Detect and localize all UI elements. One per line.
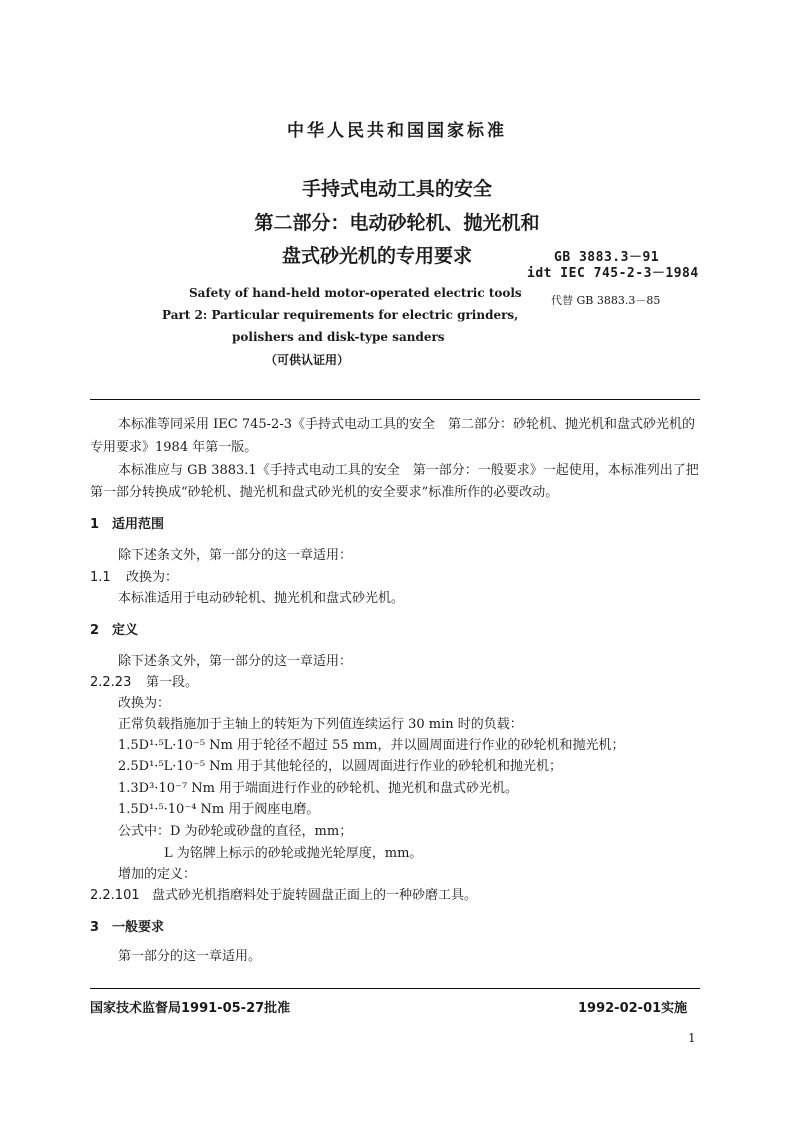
section-2-line2: 改换为： [118, 696, 171, 711]
certification-note: （可供认证用） [265, 353, 350, 367]
clause-2-2-23-text: 第一段。 [146, 675, 199, 690]
clause-2-2-101-number: 2.2.101 [90, 888, 140, 903]
clause-1-1-number: 1.1 [90, 570, 111, 585]
title-line-3: 盘式砂光机的专用要求 [281, 245, 472, 267]
formula-4: 1.5D¹·⁵·10⁻⁴ Nm 用于阀座电磨。 [118, 802, 320, 817]
section-2-line1: 除下述条文外，第一部分的这一章适用： [118, 654, 353, 669]
section-1-line2: 本标准适用于电动砂轮机、抛光机和盘式砂光机。 [118, 591, 405, 606]
section-2-number: 2 [90, 623, 100, 638]
section-1-number: 1 [90, 517, 100, 532]
section-1-line1: 除下述条文外，第一部分的这一章适用： [118, 548, 353, 563]
clause-2-2-101-text: 盘式砂光机指磨料处于旋转圆盘正面上的一种砂磨工具。 [152, 888, 478, 903]
clause-2-2-23-number: 2.2.23 [90, 675, 132, 690]
section-2-title: 定义 [112, 623, 139, 638]
title-line-1: 手持式电动工具的安全 [301, 178, 492, 200]
clause-1-1-text: 改换为： [126, 570, 179, 585]
section-2-line3: 正常负载指施加于主轴上的转矩为下列值连续运行 30 min 时的负载： [118, 717, 523, 732]
page-number: 1 [688, 1031, 696, 1045]
english-title-line-1: Safety of hand-held motor-operated electric tools [189, 286, 522, 300]
approval-line: 国家技术监督局1991-05-27批准 [90, 1001, 291, 1016]
standard-header: 中华人民共和国国家标准 [287, 121, 507, 141]
formula-3: 1.3D³·10⁻⁷ Nm 用于端面进行作业的砂轮机、抛光机和盘式砂光机。 [118, 781, 519, 796]
bottom-divider [90, 988, 700, 989]
intro-p1-line1: 本标准等同采用 IEC 745-2-3《手持式电动工具的安全 第二部分：砂轮机、抛光机和盘式砂光机的 [118, 417, 695, 432]
english-title-line-3: polishers and disk-type sanders [232, 330, 445, 344]
top-divider [90, 399, 700, 400]
section-3-title: 一般要求 [112, 920, 165, 935]
where-line-1: 公式中：D 为砂轮或砂盘的直径，mm； [118, 824, 353, 839]
intro-p2-line2: 第一部分转换成“砂轮机、抛光机和盘式砂光机的安全要求”标准所作的必要改动。 [90, 485, 559, 500]
intro-p1-line2: 专用要求》1984 年第一版。 [90, 440, 258, 455]
title-line-2: 第二部分：电动砂轮机、抛光机和 [254, 212, 540, 234]
effective-line: 1992-02-01实施 [578, 1001, 688, 1016]
section-1-title: 适用范围 [112, 517, 165, 532]
idt-code: idt IEC 745-2-3－1984 [527, 266, 699, 281]
intro-p2-line1: 本标准应与 GB 3883.1《手持式电动工具的安全 第一部分：一般要求》一起使用，本标准列出了把 [118, 463, 699, 478]
section-2-line4: 增加的定义： [118, 867, 197, 882]
replaces-code: 代替 GB 3883.3－85 [551, 294, 661, 307]
where-line-2: L 为铭牌上标示的砂轮或抛光轮厚度，mm。 [164, 846, 423, 861]
section-3-number: 3 [90, 920, 100, 935]
section-3-line1: 第一部分的这一章适用。 [118, 949, 262, 964]
formula-1: 1.5D¹·⁵L·10⁻⁵ Nm 用于轮径不超过 55 mm，并以圆周面进行作业的砂轮机和抛光机； [118, 738, 625, 753]
formula-2: 2.5D¹·⁵L·10⁻⁵ Nm 用于其他轮径的，以圆周面进行作业的砂轮机和抛光机； [118, 759, 562, 774]
gb-code: GB 3883.3－91 [554, 250, 660, 265]
english-title-line-2: Part 2: Particular requirements for electric grinders, [162, 308, 519, 322]
